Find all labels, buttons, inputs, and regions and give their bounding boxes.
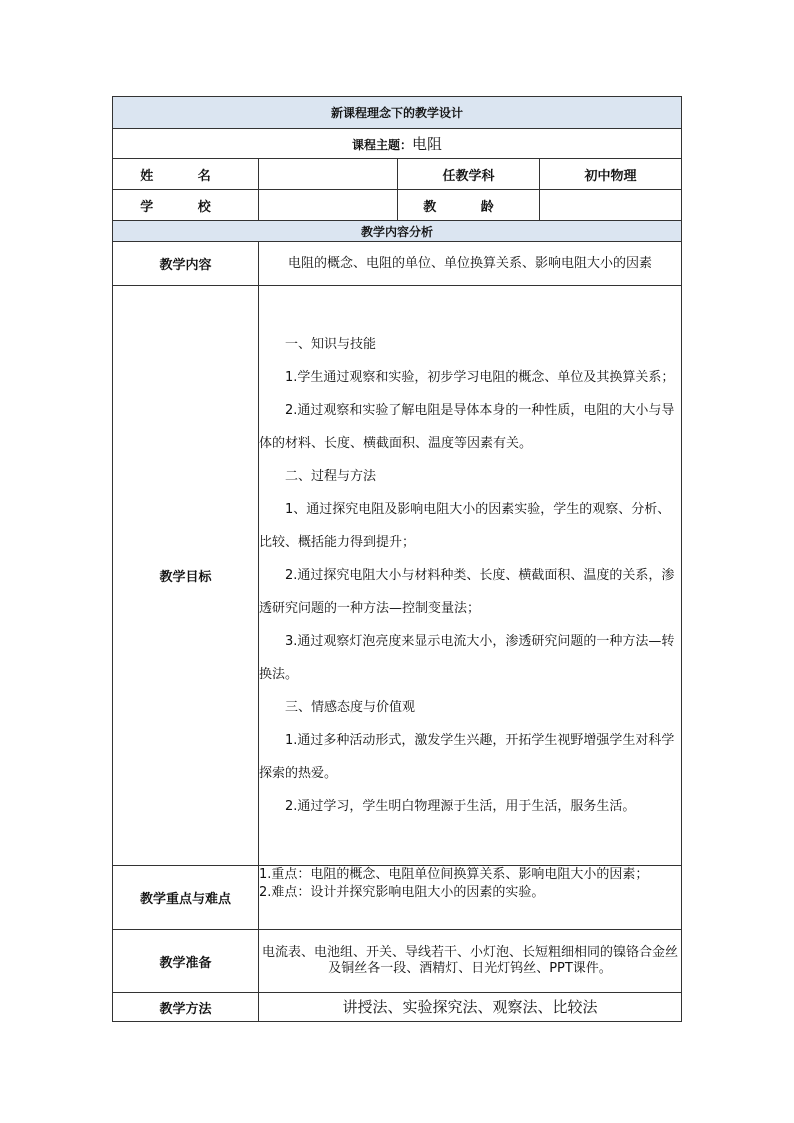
document-title: 新课程理念下的教学设计 xyxy=(113,97,682,129)
objective-paragraph: 二、过程与方法 xyxy=(285,469,377,484)
objective-paragraph: 1、通过探究电阻及影响电阻大小的因素实验，学生的观察、分析、比较、概括能力得到提升； xyxy=(259,502,671,550)
title-row xyxy=(113,97,682,129)
topic-value: 电阻 xyxy=(412,135,443,153)
name-label: 姓 名 xyxy=(113,159,259,190)
content-value: 电阻的概念、电阻的单位、单位换算关系、影响电阻大小的因素 xyxy=(259,242,682,286)
content-row xyxy=(113,242,682,286)
years-label: 教 龄 xyxy=(398,190,540,221)
key-points-label: 教学重点与难点 xyxy=(113,866,259,930)
info-row-2 xyxy=(113,190,682,221)
objective-paragraph: 一、知识与技能 xyxy=(285,337,377,352)
topic-cell xyxy=(113,129,682,159)
lesson-plan-table xyxy=(112,96,682,1022)
objective-paragraph: 1.学生通过观察和实验，初步学习电阻的概念、单位及其换算关系； xyxy=(285,370,675,385)
preparation-row xyxy=(113,930,682,993)
years-value xyxy=(540,190,682,221)
topic-label: 课程主题： xyxy=(351,138,412,152)
objective-paragraph: 2.通过学习，学生明白物理源于生活，用于生活，服务生活。 xyxy=(285,799,636,814)
objectives-row xyxy=(113,286,682,866)
info-row-1 xyxy=(113,159,682,190)
analysis-header: 教学内容分析 xyxy=(113,221,682,242)
objective-paragraph: 1.通过多种活动形式，激发学生兴趣，开拓学生视野增强学生对科学探索的热爱。 xyxy=(259,733,675,781)
objective-paragraph: 2.通过探究电阻大小与材料种类、长度、横截面积、温度的关系，渗透研究问题的一种方法—控制变量法； xyxy=(259,568,675,616)
subject-label: 任教学科 xyxy=(398,159,540,190)
objective-paragraph: 2.通过观察和实验了解电阻是导体本身的一种性质，电阻的大小与导体的材料、长度、横截面积、温度等因素有关。 xyxy=(259,403,675,451)
analysis-header-row xyxy=(113,221,682,242)
objective-paragraph: 三、情感态度与价值观 xyxy=(285,700,416,715)
school-value xyxy=(259,190,398,221)
methods-label: 教学方法 xyxy=(113,993,259,1022)
objectives-label: 教学目标 xyxy=(113,286,259,866)
school-label: 学 校 xyxy=(113,190,259,221)
preparation-label: 教学准备 xyxy=(113,930,259,993)
key-point-line: 1.重点：电阻的概念、电阻单位间换算关系、影响电阻大小的因素； xyxy=(259,867,649,882)
preparation-value: 电流表、电池组、开关、导线若干、小灯泡、长短粗细相同的镍铬合金丝及铜丝各一段、酒精灯、日光灯钨丝、PPT课件。 xyxy=(259,930,682,993)
topic-row xyxy=(113,129,682,159)
key-point-line: 2.难点：设计并探究影响电阻大小的因素的实验。 xyxy=(259,885,545,900)
key-points-content xyxy=(259,866,682,930)
objective-paragraph: 3.通过观察灯泡亮度来显示电流大小，渗透研究问题的一种方法—转换法。 xyxy=(259,634,675,682)
key-points-row xyxy=(113,866,682,930)
subject-value: 初中物理 xyxy=(540,159,682,190)
objectives-content xyxy=(259,286,682,866)
methods-row xyxy=(113,993,682,1022)
name-value xyxy=(259,159,398,190)
content-label: 教学内容 xyxy=(113,242,259,286)
methods-value: 讲授法、实验探究法、观察法、比较法 xyxy=(259,993,682,1022)
